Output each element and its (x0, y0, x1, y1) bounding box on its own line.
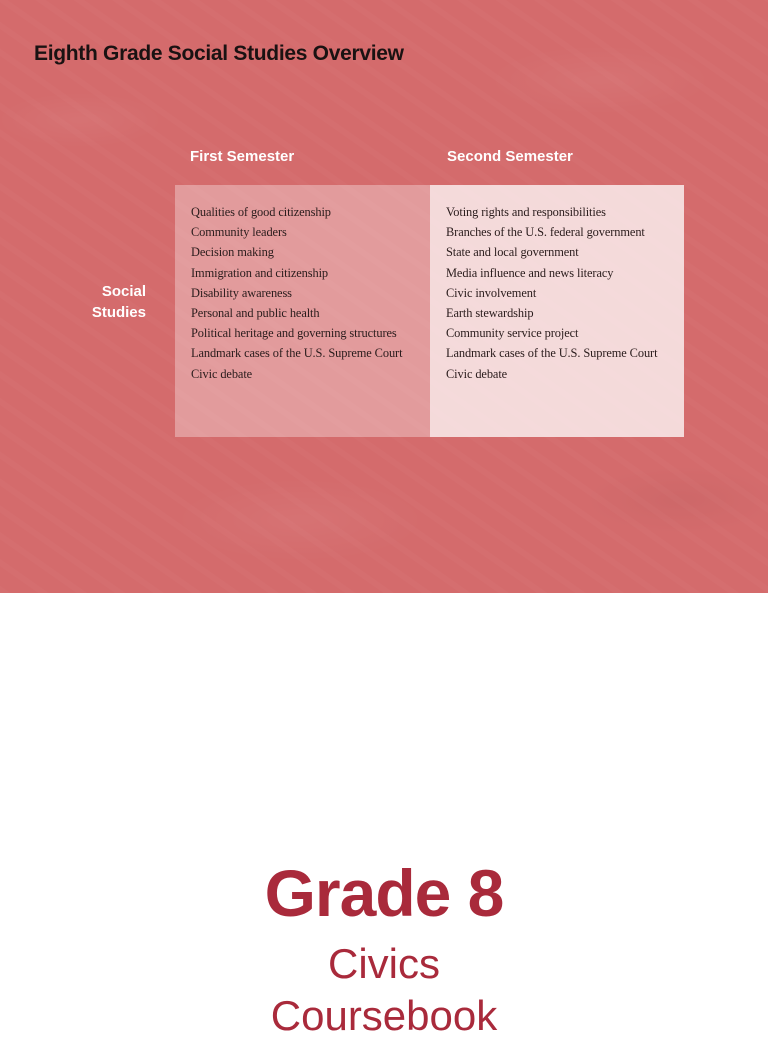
second-semester-topic-list (446, 202, 684, 384)
topic-item: Community leaders (191, 225, 287, 240)
topic-item: Immigration and citizenship (191, 265, 329, 280)
topic-item: Political heritage and governing structures (191, 326, 397, 341)
cover-subject-line: Civics (328, 940, 440, 987)
overview-title: Eighth Grade Social Studies Overview (34, 42, 404, 65)
topic-item: Civic involvement (446, 285, 537, 300)
topic-item: Community service project (446, 326, 579, 341)
topic-item: Branches of the U.S. federal government (446, 225, 645, 240)
cover-grade-title: Grade 8 (264, 856, 504, 930)
cover-subject (0, 938, 768, 1042)
topic-item: Civic debate (446, 366, 508, 381)
topic-item: Decision making (191, 245, 274, 260)
topic-item: Media influence and news literacy (446, 265, 614, 280)
row-label-line: Studies (91, 304, 146, 321)
topic-item: Personal and public health (191, 306, 320, 321)
topic-item: State and local government (446, 245, 579, 260)
topic-item: Landmark cases of the U.S. Supreme Court (446, 346, 658, 361)
second-semester-heading: Second Semester (447, 148, 573, 165)
topic-item: Landmark cases of the U.S. Supreme Court (191, 346, 403, 361)
topic-item: Disability awareness (191, 285, 292, 300)
cover-subject-line: Coursebook (270, 992, 498, 1039)
topic-item: Qualities of good citizenship (191, 205, 331, 219)
first-semester-topic-list (191, 202, 430, 384)
social-studies-row-label (60, 281, 146, 323)
topic-item: Civic debate (191, 366, 253, 381)
second-semester-cell (430, 185, 684, 437)
first-semester-cell (175, 185, 430, 437)
row-label-line: Social (101, 283, 146, 300)
topic-item: Earth stewardship (446, 306, 534, 321)
first-semester-heading: First Semester (190, 148, 295, 165)
topic-item: Voting rights and responsibilities (446, 205, 606, 219)
